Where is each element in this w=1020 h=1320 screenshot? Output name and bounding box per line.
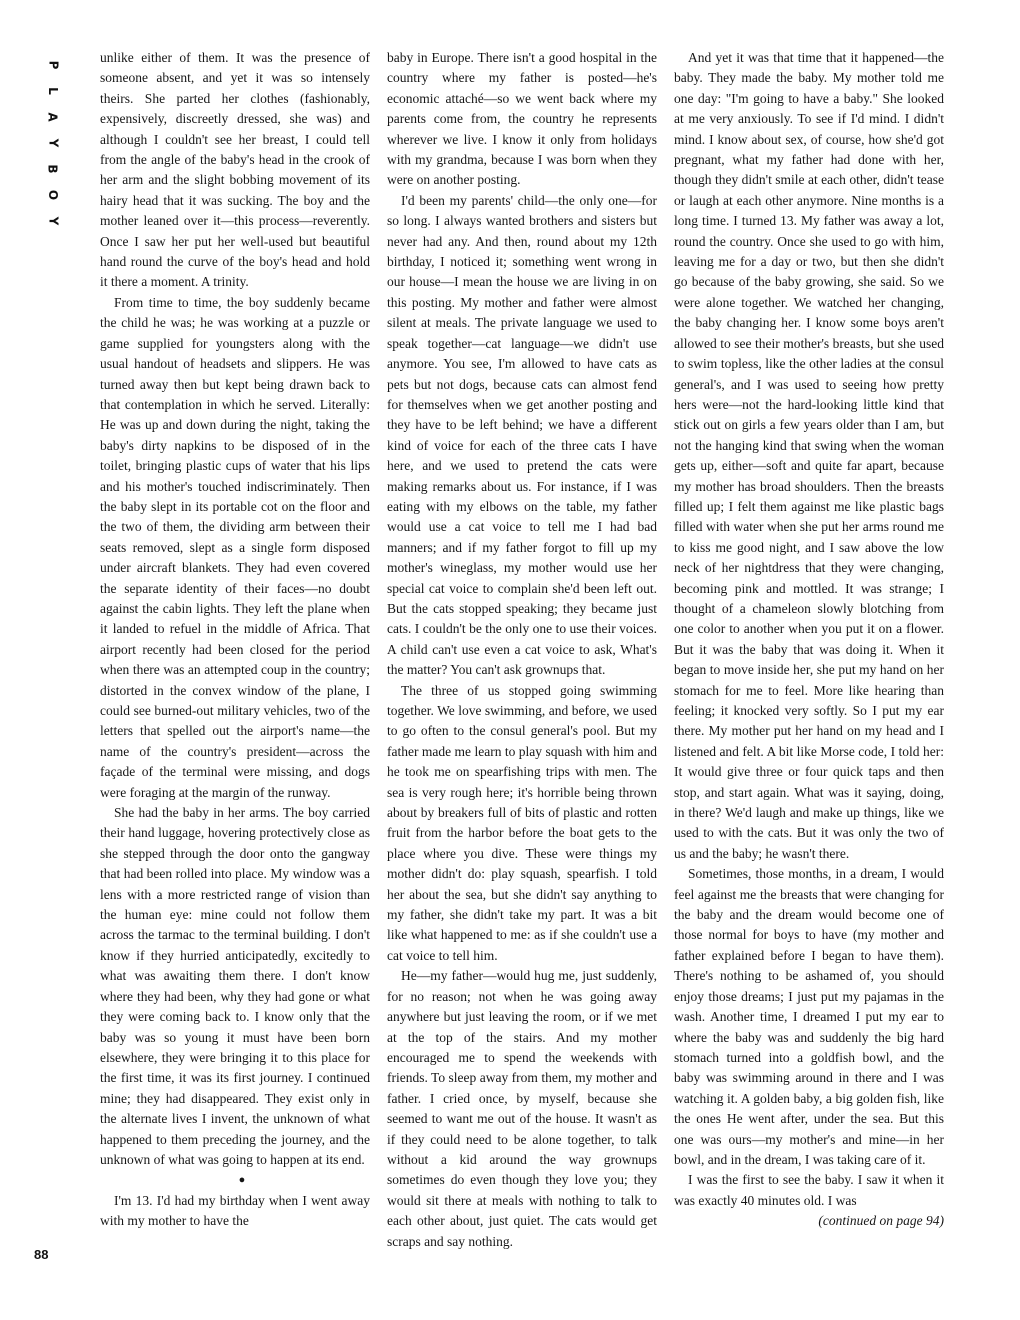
masthead [33,52,59,234]
paragraph: baby in Europe. There isn't a good hospital in the country where my father is posted—he's economic attaché—so we went back where my parents come from, the country he represents wherever we live. I know it only from holidays with my grandma, because I was born when they were on another posting. [387,50,657,188]
paragraph: unlike either of them. It was the presence of someone absent, and yet it was so intensely theirs. She parted her clothes (fashionably, expensively, discreetly dressed, she was) and although I couldn't see her breast, I could tell from the angle of the baby's head in the crook of her arm and the slight bobbing movement of its hairy head that it was sucking. The boy and the mother leaned over it—this process—reverently. Once I saw her put her well-used but beautiful hand round the curve of the boy's head and hold it there a moment. A trinity. [100,50,370,290]
masthead-letter: A [45,112,60,122]
masthead-letter: Y [45,216,60,226]
masthead-letter: P [45,60,60,70]
paragraph: Sometimes, those months, in a dream, I would feel against me the breasts that were changing for the baby and the dream would become one of those normal for boys to have (my mother and father explained before I began to have them). There's nothing to be ashamed of, you should enjoy those dreams; I just put my pajamas in the wash. Another time, I dreamed I put my ear to where the baby was and suddenly the big hard stomach turned into a goldfish bowl, and the baby was swimming around in there and I was watching it. A golden baby, a big golden fish, like the ones He went after, under the sea. But this one was ours—my mother's and mine—in her bowl, and in the dream, I was taking care of it. [674,866,944,1167]
paragraph: And yet it was that time that it happened—the baby. They made the baby. My mother told me one day: "I'm going to have a baby." She looked at me very anxiously. To see if I'd mind. I didn't mind. I know about sex, of course, how she'd got pregnant, what my father had done with her, though they didn't smile at each other, didn't tease or laugh at each other anymore. Nine months is a long time. I turned 13. My father was away a lot, round the country. Once she used to go with him, leaving me for a day or two, but then she didn't go because of the baby growing, she said. So we were alone together. We watched her changing, the baby changing her. I know some boys aren't allowed to see their mother's breasts, but she used to swim topless, like the other ladies at the consul general's, and I was used to seeing how pretty hers were—not the hard-looking little kind that stick out on girls a few years older than I am, but not the hanging kind that swing when the woman gets up, either—soft and quite far apart, because my mother has broad shoulders. Then the breasts filled up; I felt them against me like plastic bags filled with water when she put her arms round me to kiss me good night, and I saw above the low neck of her nightdress that they were changing, becoming pink and mottled. It was strange; I thought of a chameleon slowly blotching from one color to another when you put it on a flower. But it was the baby that was doing it. When it began to move inside her, she put my hand on her stomach for me to feel. More like hearing than feeling; it knocked very softly. So I put my ear there. My mother put her hand on my head and I listened and felt. A bit like Morse code, I told her: It would give three or four quick taps and then stop, and start again. What was it saying, doing, in there? We'd laugh and make up things, like we used to with the cats. But it was only the two of us and the baby; he wasn't there. [674,50,944,861]
column-2 [387,48,657,1252]
paragraph: I'd been my parents' child—the only one—for so long. I always wanted brothers and sisters but never had any. And then, round about my 12th birthday, I noticed it; something went wrong in our house—I mean the house we are living in on this posting. My mother and father were almost silent at meals. The private language we used to speak together—cat language—we didn't use anymore. You see, I'm allowed to have cats as pets but not dogs, because cats can almost fend for themselves when we get another posting and they have to be left behind; we have a different kind of voice for each of the three cats I have here, and we used to pretend the cats were making remarks about us. For instance, if I was eating with my elbows on the table, my father would use a cat voice to tell me I had bad manners; and if my father forgot to fill up my mother's wineglass, my mother would use her special cat voice to complain she'd been left out. But the cats stopped speaking; they became just cats. I couldn't be the only one to use their voices. A child can't use even a cat voice to ask, What's the matter? You can't ask grownups that. [387,192,657,678]
masthead-letter: Y [45,138,60,148]
paragraph: From time to time, the boy suddenly became the child he was; he was working at a puzzle or game supplied for youngsters along with the usual handout of headsets and slippers. He was turned away then but kept being drawn back to that contemplation in which he served. Literally: He was up and down during the night, taking the baby's dirty napkins to be disposed of in the toilet, bringing plastic cups of water that his lips and his mother's touched indiscriminately. Then the baby slept in its portable cot on the floor and the two of them, the dividing arm between their seats removed, slept as a single form disposed under aircraft blankets. They had even covered the separate identity of their faces—no doubt against the cabin lights. They left the plane when it landed to refuel in the middle of Africa. That airport recently had been closed for the period when there was an attempted coup in the country; distorted in the convex window of the plane, I could see burned-out military vehicles, two of the letters that spelled out the airport's name—the name of the country's president—across the façade of the terminal were missing, and dogs were foraging at the margin of the runway. [100,294,370,800]
masthead-letter: O [45,189,60,201]
paragraph: The three of us stopped going swimming together. We love swimming, and before, we used to go often to the consul general's pool. But my father made me learn to play squash with him and he took me on spearfishing trips with men. The sea is very rough here; it's horrible being thrown about by breakers full of bits of plastic and rotten fruit from the harbor before the boat gets to the place where you dive. These were things my mother didn't do: play squash, spearfish. I told her about the sea, but she didn't say anything to my father, she didn't take my part. It was a bit like what happened to me: as if she couldn't use a cat voice to tell him. [387,682,657,963]
column-1 [100,48,370,1232]
paragraph: She had the baby in her arms. The boy carried their hand luggage, hovering protectively close as she stepped through the door onto the gangway that had been rolled into place. My window was a lens with a more restricted range of vision than the human eye: mine could not follow them across the tarmac to the terminal building. I don't know if they hurried anticipatedly, excitedly to what was awaiting them there. I don't know where they had been, why they had gone or what they were coming back to. I know only that the baby was so young it must have been born elsewhere, they were bringing it to this place for the first time, it was its first journey. I continued mine; they had disappeared. They exist only in the alternate lives I invent, the unknown of what happened to them preceding the journey, and the unknown of what was going to happen at its end. [100,805,370,1167]
paragraph: He—my father—would hug me, just suddenly, for no reason; not when he was going away anywhere but just leaving the room, or if we met at the top of the stairs. And my mother encouraged me to spend the weekends with friends. To sleep away from them, my mother and father. I cried once, by myself, because she seemed to want me out of the house. It wasn't as if they could need to be alone together, to talk without a kid around the way grownups sometimes do even though they love you; they would sit there at meals with nothing to talk to each other about, just quiet. The cats would get scraps and say nothing. [387,968,657,1249]
page-number: 88 [34,1247,49,1262]
column-3 [674,48,944,1232]
paragraph: I was the first to see the baby. I saw it when it was exactly 40 minutes old. I was [674,1172,944,1208]
paragraph: I'm 13. I'd had my birthday when I went away with my mother to have the [100,1192,370,1229]
masthead-letter: B [46,164,60,174]
continued-note: (continued on page 94) [818,1213,944,1229]
section-break-bullet: ● [238,1174,246,1187]
masthead-letter: L [46,87,60,95]
